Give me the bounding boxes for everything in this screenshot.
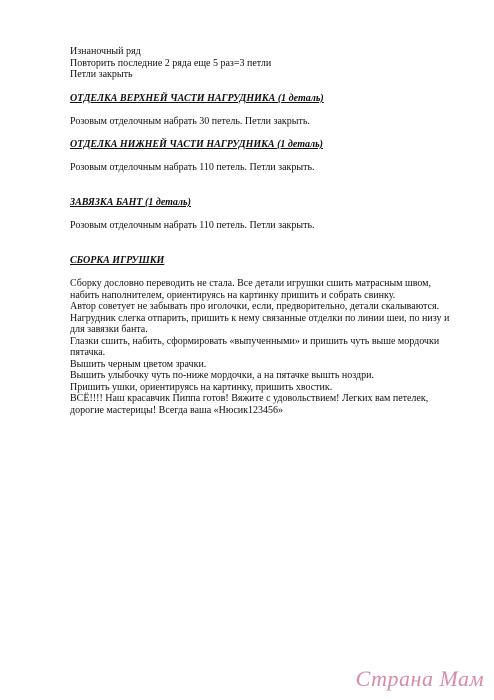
assembly-line: ВСЁ!!!! Наш красавчик Пиппа готов! Вяжите с удовольствием! Легких вам петелек, xyxy=(70,393,429,404)
section-text-upper-bib-trim: Розовым отделочным набрать 30 петель. Петли закрыть. xyxy=(70,116,310,127)
section-heading-upper-bib-trim: ОТДЕЛКА ВЕРХНЕЙ ЧАСТИ НАГРУДНИКА (1 деталь) xyxy=(70,93,324,104)
section-heading-bow-tie: ЗАВЯЗКА БАНТ (1 деталь) xyxy=(70,197,191,208)
site-watermark xyxy=(356,666,484,692)
assembly-line: Вышить черным цветом зрачки. xyxy=(70,358,207,370)
section-text-lower-bib-trim: Розовым отделочным набрать 110 петель. Петли закрыть. xyxy=(70,162,315,173)
assembly-line: Пришить ушки, ориентируясь на картинку, пришить хвостик. xyxy=(70,381,333,393)
assembly-line: Автор советует не забывать про иголочки, если, предворительно, детали скалываются. xyxy=(70,301,440,312)
section-heading-lower-bib-trim: ОТДЕЛКА НИЖНЕЙ ЧАСТИ НАГРУДНИКА (1 деталь) xyxy=(70,139,324,150)
intro-line: Повторить последние 2 ряда еще 5 раз=3 петли xyxy=(70,57,272,69)
intro-line: Изнаночный ряд xyxy=(70,46,141,57)
assembly-line: Сборку дословно переводить не стала. Все детали игрушки сшить матрасным швом, xyxy=(70,278,431,289)
assembly-line: пятачка. xyxy=(70,347,106,358)
assembly-line: дорогие мастерицы! Всегда ваша «Нюсик123456» xyxy=(70,404,283,416)
assembly-line: набить наполнителем, ориентируясь на картинку пришить и собрать свинку. xyxy=(70,289,396,301)
section-text-bow-tie: Розовым отделочным набрать 110 петель. Петли закрыть. xyxy=(70,220,315,231)
watermark-text: Страна Мам xyxy=(355,666,484,691)
intro-line: Петли закрыть xyxy=(70,69,133,80)
assembly-line: Глазки сшить, набить, сформировать «выпученными» и пришить чуть выше мордочки xyxy=(70,335,440,347)
section-heading-assembly: СБОРКА ИГРУШКИ xyxy=(70,255,165,266)
assembly-line: Нагрудник слегка отпарить, пришить к нему связанные отделки по линии шеи, по низу и xyxy=(70,312,450,324)
intro-block xyxy=(70,46,460,81)
assembly-block xyxy=(70,278,470,416)
assembly-line: для завязки банта. xyxy=(70,324,148,335)
assembly-line: Вышить улыбочку чуть по-ниже мордочки, а на пятачке вышть ноздри. xyxy=(70,370,374,381)
